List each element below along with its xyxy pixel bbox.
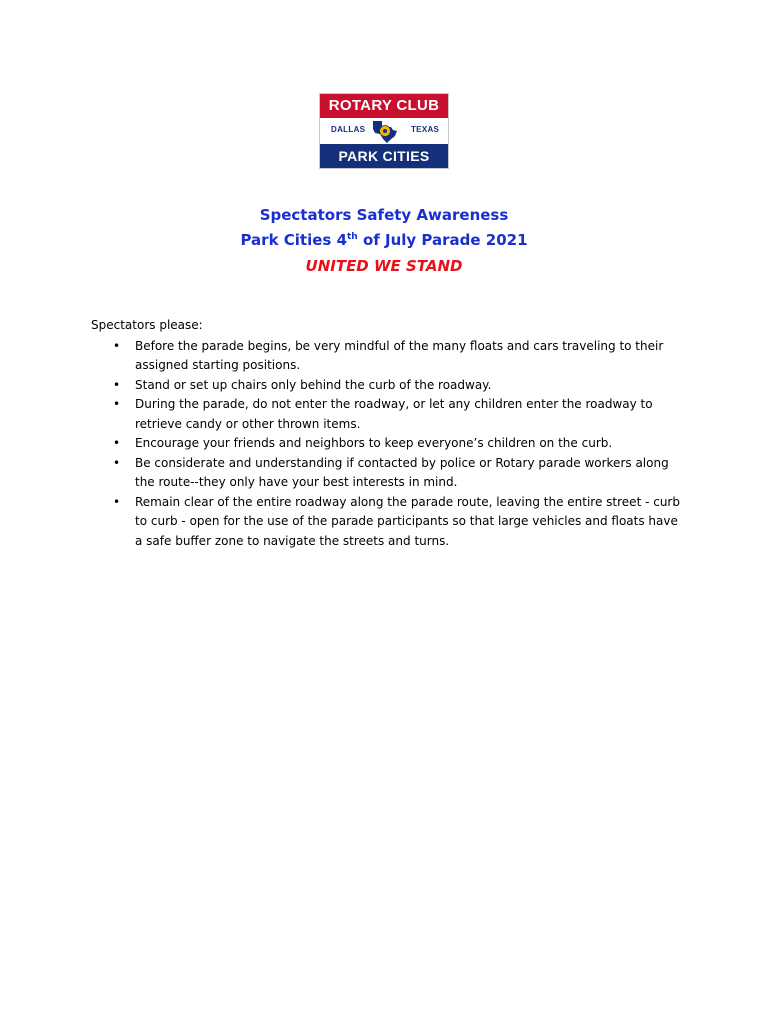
bullet-item xyxy=(91,376,691,396)
document-headings xyxy=(0,203,768,280)
bullet-text: Remain clear of the entire roadway along the parade route, leaving the entire street - curb to curb - open for the use of the parade participants so that large vehicles and floats have a safe buffer zone to navigate the streets and turns. xyxy=(135,494,680,548)
heading-slogan: UNITED WE STAND xyxy=(305,257,463,275)
bullet-text: Be considerate and understanding if contacted by police or Rotary parade workers along the route--they only have your best interests in mind. xyxy=(135,455,669,489)
logo-top-banner: ROTARY CLUB xyxy=(320,94,448,118)
bullet-dot-icon: • xyxy=(113,397,121,411)
document-body xyxy=(91,316,691,551)
bullet-text: Stand or set up chairs only behind the curb of the roadway. xyxy=(135,377,492,392)
logo-city-left: DALLAS xyxy=(331,125,366,134)
bullet-text: Before the parade begins, be very mindful of the many floats and cars traveling to their assigned starting positions. xyxy=(135,338,664,372)
bullet-item xyxy=(91,337,691,376)
logo-city-right: TEXAS xyxy=(411,125,440,134)
bullet-item xyxy=(91,454,691,493)
bullet-dot-icon: • xyxy=(113,455,121,470)
heading-line-2-suffix: of July Parade 2021 xyxy=(357,231,528,249)
bullet-item xyxy=(91,434,691,454)
heading-line-2-prefix: Park Cities 4 xyxy=(240,231,347,249)
texas-rotary-emblem-icon xyxy=(370,118,400,144)
logo-bottom-banner: PARK CITIES xyxy=(320,144,448,168)
heading-line-2-superscript: th xyxy=(347,232,358,242)
bullet-dot-icon: • xyxy=(113,338,121,353)
bullet-dot-icon: • xyxy=(113,494,121,509)
bullet-item xyxy=(91,395,691,434)
bullet-text: Encourage your friends and neighbors to keep everyone’s children on the curb. xyxy=(135,436,613,450)
heading-line-2 xyxy=(0,228,768,253)
safety-bullet-list xyxy=(91,337,691,552)
bullet-dot-icon: • xyxy=(113,377,121,392)
bullet-item xyxy=(91,493,691,552)
bullet-text: During the parade, do not enter the roadway, or let any children enter the roadway to retrieve candy or other thrown items. xyxy=(135,397,653,431)
logo-middle-band xyxy=(320,118,448,144)
bullet-dot-icon: • xyxy=(113,436,121,450)
intro-text: Spectators please: xyxy=(91,318,203,332)
rotary-club-logo xyxy=(319,93,449,169)
heading-line-1: Spectators Safety Awareness xyxy=(259,206,509,224)
